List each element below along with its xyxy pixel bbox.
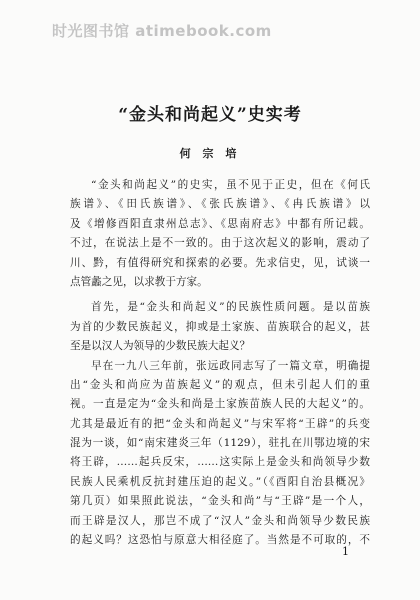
text-line: 而王辟是汉人，那岂不成了“汉人”金头和尚领导少数民族 bbox=[70, 514, 370, 527]
text-line: 民族人民乘机反抗封建压迫的起义。”（《酉阳自治县概况》 bbox=[70, 475, 370, 488]
text-line: 为首的少数民族起义，抑或是土家族、苗族联合的起义，甚 bbox=[70, 320, 370, 333]
text-line: 至是以汉人为领导的少数民族大起义？ bbox=[70, 340, 251, 353]
text-line: 点管蠡之见，以求教于方家。 bbox=[70, 275, 208, 288]
text-line: 出“金头和尚应为苗族起义”的观点，但未引起人们的重 bbox=[70, 378, 370, 391]
text-line: 混为一谈，如“南宋建炎三年（1129），驻扎在川鄂边境的宋 bbox=[70, 437, 370, 450]
text-line: 族谱》、《田氏族谱》、《张氏族谱》、《冉氏族谱》以 bbox=[70, 198, 370, 211]
text-line: 首先，是“金头和尚起义”的民族性质问题。是以苗族 bbox=[91, 301, 370, 314]
text-line: 第几页）如果照此说法，“金头和尚”与“王辟”是一个人， bbox=[70, 495, 370, 508]
author-name: 何 宗 培 bbox=[179, 147, 241, 160]
article-title: “金头和尚起义”史实考 bbox=[118, 105, 302, 125]
text-line: 的起义吗？这恐怕与原意大相径庭了。当然是不可取的，不 bbox=[70, 534, 370, 547]
watermark: 时光图书馆 atimebook.com bbox=[52, 22, 272, 40]
text-line: 将王辟，……起兵反宋，……这实际上是金头和尚领导少数 bbox=[70, 456, 370, 469]
text-line: “金头和尚起义”的史实，虽不见于正史，但在《何氏 bbox=[91, 179, 370, 191]
text-line: 川、黔，有值得研究和探索的必要。先求信史，见，试谈一 bbox=[70, 256, 370, 269]
text-line: 及《增修酉阳直隶州总志》、《思南府志》中都有所记载。 bbox=[70, 217, 370, 230]
text-line: 视。一直是定为“金头和尚是土家族苗族人民的大起义”的。 bbox=[70, 398, 370, 411]
text-line: 不过，在说法上是不一致的。由于这次起义的影响，震动了 bbox=[70, 237, 370, 250]
text-line: 尤其是最近有的把“金头和尚起义”与宋军将“王辟”的兵变 bbox=[70, 417, 370, 430]
text-line: 早在一九八三年前，张远政同志写了一篇文章，明确提 bbox=[91, 359, 370, 372]
article-body bbox=[70, 176, 370, 550]
page-number: 1 bbox=[342, 545, 349, 558]
